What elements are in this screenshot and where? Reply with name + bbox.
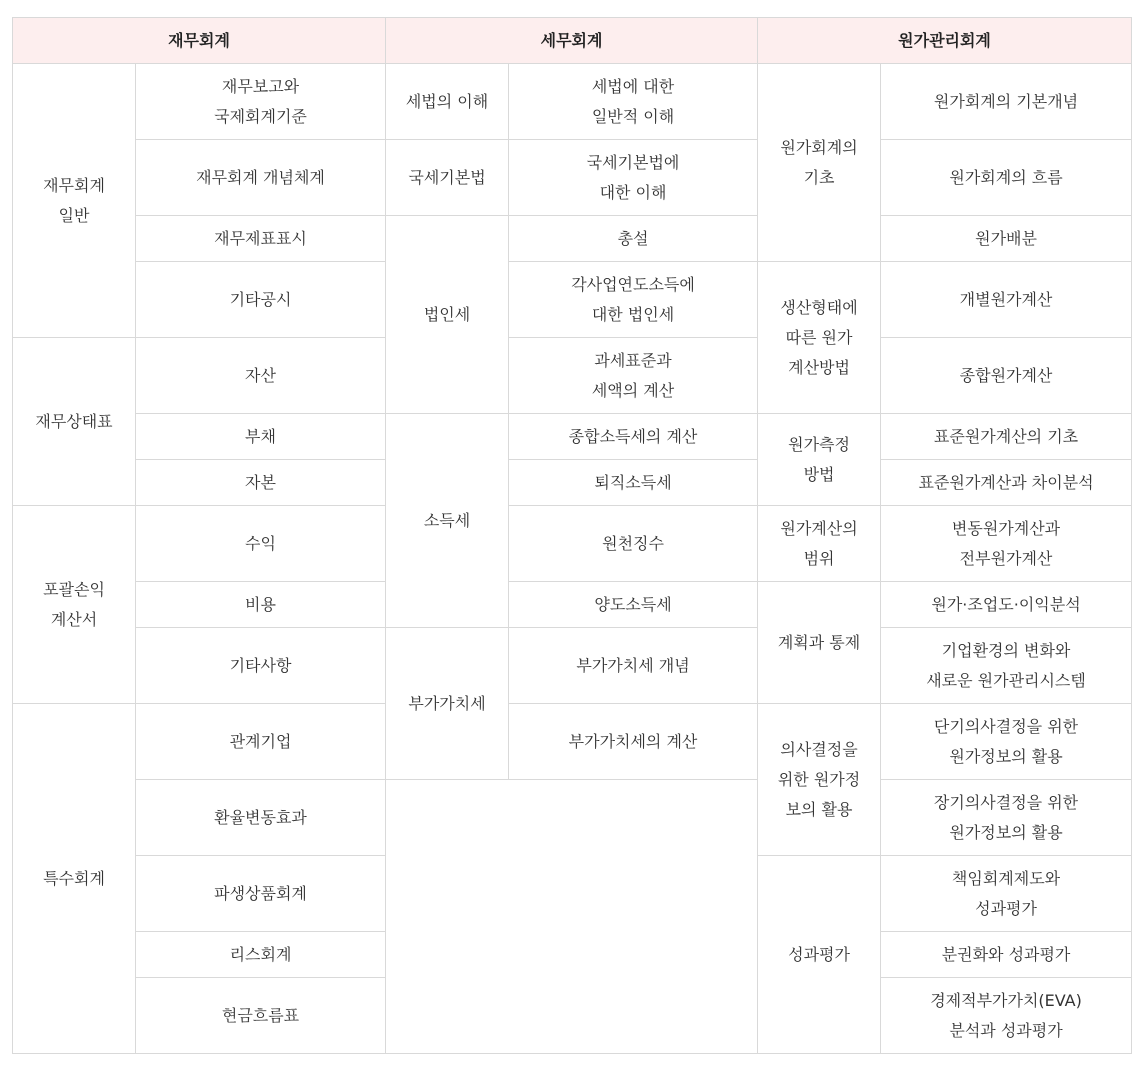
tax-group: 국세기본법 [386, 140, 509, 216]
financial-group: 특수회계 [13, 704, 136, 1054]
tax-item: 양도소득세 [509, 582, 758, 628]
cost-item: 경제적부가가치(EVA) 분석과 성과평가 [881, 978, 1132, 1054]
financial-item: 재무회계 개념체계 [136, 140, 386, 216]
tax-group: 세법의 이해 [386, 64, 509, 140]
header-row [13, 18, 1132, 64]
tax-group: 법인세 [386, 216, 509, 414]
cost-item: 장기의사결정을 위한 원가정보의 활용 [881, 780, 1132, 856]
cost-item: 분권화와 성과평가 [881, 932, 1132, 978]
cost-item: 기업환경의 변화와 새로운 원가관리시스템 [881, 628, 1132, 704]
cost-group: 성과평가 [758, 856, 881, 1054]
cost-item: 개별원가계산 [881, 262, 1132, 338]
cost-group: 계획과 통제 [758, 582, 881, 704]
financial-item: 관계기업 [136, 704, 386, 780]
tax-item: 종합소득세의 계산 [509, 414, 758, 460]
financial-group: 재무회계 일반 [13, 64, 136, 338]
header-financial-accounting: 재무회계 [13, 18, 386, 64]
cost-group: 원가측정 방법 [758, 414, 881, 506]
tax-item: 세법에 대한 일반적 이해 [509, 64, 758, 140]
cost-item: 종합원가계산 [881, 338, 1132, 414]
financial-item: 재무제표표시 [136, 216, 386, 262]
tax-item: 부가가치세 개념 [509, 628, 758, 704]
financial-item: 수익 [136, 506, 386, 582]
cost-item: 표준원가계산과 차이분석 [881, 460, 1132, 506]
financial-item: 리스회계 [136, 932, 386, 978]
tax-item: 부가가치세의 계산 [509, 704, 758, 780]
cost-item: 원가·조업도·이익분석 [881, 582, 1132, 628]
tax-item: 국세기본법에 대한 이해 [509, 140, 758, 216]
cost-group: 원가회계의 기초 [758, 64, 881, 262]
cost-item: 단기의사결정을 위한 원가정보의 활용 [881, 704, 1132, 780]
cost-group: 원가계산의 범위 [758, 506, 881, 582]
tax-item: 과세표준과 세액의 계산 [509, 338, 758, 414]
financial-item: 환율변동효과 [136, 780, 386, 856]
tax-item: 각사업연도소득에 대한 법인세 [509, 262, 758, 338]
financial-group: 포괄손익 계산서 [13, 506, 136, 704]
header-tax-accounting: 세무회계 [386, 18, 758, 64]
tax-group: 부가가치세 [386, 628, 509, 780]
financial-item: 기타사항 [136, 628, 386, 704]
cost-item: 변동원가계산과 전부원가계산 [881, 506, 1132, 582]
financial-item: 부채 [136, 414, 386, 460]
curriculum-table [12, 17, 1132, 1054]
financial-item: 재무보고와 국제회계기준 [136, 64, 386, 140]
cost-item: 원가회계의 기본개념 [881, 64, 1132, 140]
financial-item: 비용 [136, 582, 386, 628]
cost-group: 생산형태에 따른 원가 계산방법 [758, 262, 881, 414]
tax-item: 퇴직소득세 [509, 460, 758, 506]
tax-empty-cell [386, 780, 758, 1054]
tax-item: 총설 [509, 216, 758, 262]
cost-item: 표준원가계산의 기초 [881, 414, 1132, 460]
tax-item: 원천징수 [509, 506, 758, 582]
cost-item: 책임회계제도와 성과평가 [881, 856, 1132, 932]
cost-item: 원가회계의 흐름 [881, 140, 1132, 216]
header-cost-accounting: 원가관리회계 [758, 18, 1132, 64]
financial-item: 현금흐름표 [136, 978, 386, 1054]
financial-item: 파생상품회계 [136, 856, 386, 932]
financial-item: 기타공시 [136, 262, 386, 338]
financial-group: 재무상태표 [13, 338, 136, 506]
tax-group: 소득세 [386, 414, 509, 628]
financial-item: 자본 [136, 460, 386, 506]
cost-item: 원가배분 [881, 216, 1132, 262]
financial-item: 자산 [136, 338, 386, 414]
cost-group: 의사결정을 위한 원가정 보의 활용 [758, 704, 881, 856]
